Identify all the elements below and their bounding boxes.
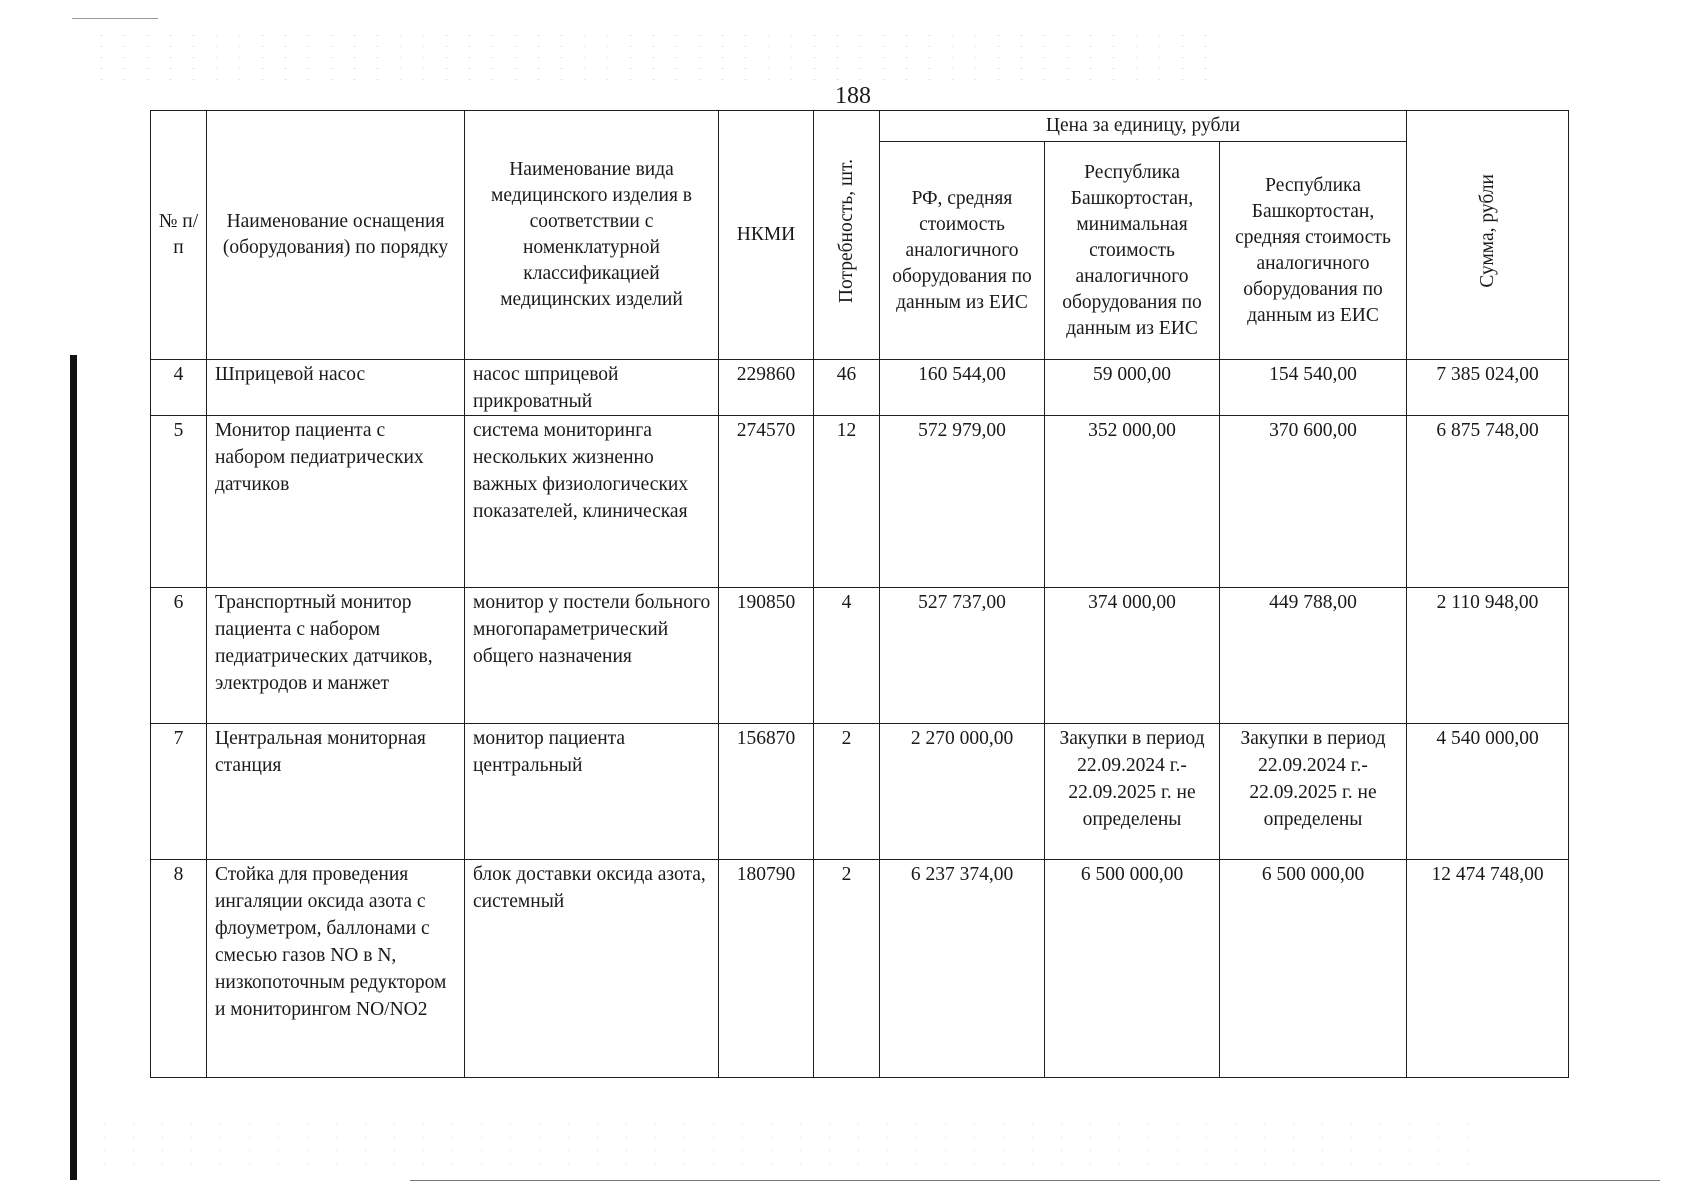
row-medical-device-type: насос шприцевой прикроватный: [465, 360, 719, 416]
header-total: Сумма, рубли: [1476, 174, 1498, 288]
row-total: 4 540 000,00: [1407, 724, 1569, 860]
row-quantity: 4: [814, 588, 880, 724]
equipment-price-table: [150, 110, 1569, 1078]
row-quantity: 12: [814, 416, 880, 588]
row-price-rb-min: 59 000,00: [1045, 360, 1220, 416]
scan-artifact-top-line: [72, 18, 158, 19]
row-price-rf-avg: 160 544,00: [880, 360, 1045, 416]
row-quantity: 2: [814, 860, 880, 1078]
header-quantity-cell: [814, 111, 880, 360]
row-quantity: 2: [814, 724, 880, 860]
header-price-rb-min: Республика Башкортостан, минимальная стоимость аналогичного оборудования по данным из ЕИС: [1045, 142, 1220, 360]
row-equipment-name: Центральная мониторная станция: [207, 724, 465, 860]
row-price-rb-avg: 449 788,00: [1220, 588, 1407, 724]
row-price-rb-min: 6 500 000,00: [1045, 860, 1220, 1078]
row-price-rb-min: Закупки в период 22.09.2024 г.- 22.09.2025 г. не определены: [1045, 724, 1220, 860]
header-price-rf-avg: РФ, средняя стоимость аналогичного оборудования по данным из ЕИС: [880, 142, 1045, 360]
row-equipment-name: Стойка для проведения ингаляции оксида азота с флоуметром, баллонами с смесью газов NO в N, низкопоточным редуктором и мониторингом NO/NO2: [207, 860, 465, 1078]
row-medical-device-type: система мониторинга нескольких жизненно важных физиологических показателей, клиническая: [465, 416, 719, 588]
row-equipment-name: Монитор пациента с набором педиатрических датчиков: [207, 416, 465, 588]
table-row: [151, 416, 1569, 588]
header-index: № п/п: [151, 111, 207, 360]
row-medical-device-type: блок доставки оксида азота, системный: [465, 860, 719, 1078]
table-row: [151, 724, 1569, 860]
header-quantity: Потребность, шт.: [835, 158, 857, 304]
header-unit-price-group: Цена за единицу, рубли: [880, 111, 1407, 142]
row-price-rf-avg: 572 979,00: [880, 416, 1045, 588]
row-price-rb-min: 352 000,00: [1045, 416, 1220, 588]
table-row: [151, 588, 1569, 724]
row-price-rb-avg: 6 500 000,00: [1220, 860, 1407, 1078]
header-equipment-name: Наименование оснащения (оборудования) по порядку: [207, 111, 465, 360]
header-total-cell: [1407, 111, 1569, 360]
row-nkmi: 274570: [719, 416, 814, 588]
row-equipment-name: Шприцевой насос: [207, 360, 465, 416]
scan-artifact-bottom-noise: [90, 1118, 1490, 1166]
row-nkmi: 190850: [719, 588, 814, 724]
row-total: 2 110 948,00: [1407, 588, 1569, 724]
row-nkmi: 180790: [719, 860, 814, 1078]
page-number: 188: [835, 83, 871, 109]
row-price-rf-avg: 527 737,00: [880, 588, 1045, 724]
header-medical-device-type: Наименование вида медицинского изделия в соответствии с номенклатурной классификацией медицинских изделий: [465, 111, 719, 360]
row-index: 7: [151, 724, 207, 860]
row-index: 5: [151, 416, 207, 588]
table-row: [151, 360, 1569, 416]
scan-artifact-top-noise: [90, 30, 1220, 80]
row-equipment-name: Транспортный монитор пациента с набором педиатрических датчиков, электродов и манжет: [207, 588, 465, 724]
row-total: 12 474 748,00: [1407, 860, 1569, 1078]
row-medical-device-type: монитор пациента центральный: [465, 724, 719, 860]
row-price-rb-avg: Закупки в период 22.09.2024 г.- 22.09.2025 г. не определены: [1220, 724, 1407, 860]
row-total: 7 385 024,00: [1407, 360, 1569, 416]
scan-artifact-bottom-line: [410, 1180, 1660, 1181]
table-row: [151, 860, 1569, 1078]
row-index: 6: [151, 588, 207, 724]
row-total: 6 875 748,00: [1407, 416, 1569, 588]
row-quantity: 46: [814, 360, 880, 416]
row-price-rf-avg: 2 270 000,00: [880, 724, 1045, 860]
header-nkmi: НКМИ: [719, 111, 814, 360]
row-nkmi: 156870: [719, 724, 814, 860]
row-price-rb-avg: 154 540,00: [1220, 360, 1407, 416]
row-index: 8: [151, 860, 207, 1078]
scan-artifact-left-edge: [70, 355, 77, 1180]
row-price-rf-avg: 6 237 374,00: [880, 860, 1045, 1078]
row-medical-device-type: монитор у постели больного многопараметрический общего назначения: [465, 588, 719, 724]
row-price-rb-avg: 370 600,00: [1220, 416, 1407, 588]
header-price-rb-avg: Республика Башкортостан, средняя стоимость аналогичного оборудования по данным из ЕИС: [1220, 142, 1407, 360]
row-index: 4: [151, 360, 207, 416]
row-price-rb-min: 374 000,00: [1045, 588, 1220, 724]
row-nkmi: 229860: [719, 360, 814, 416]
